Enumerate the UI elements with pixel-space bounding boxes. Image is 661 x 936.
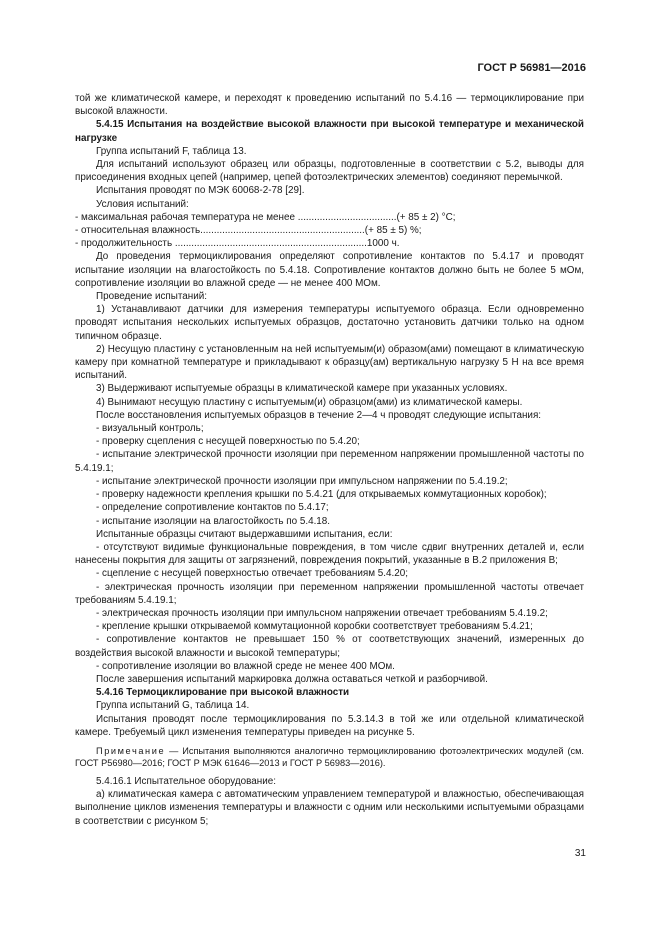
- paragraph: 5.4.16.1 Испытательное оборудование:: [96, 775, 276, 787]
- page-body: [75, 92, 584, 828]
- paragraph: Испытания проводят по МЭК 60068-2-78 [29].: [96, 185, 305, 197]
- list-item: - сопротивление контактов не превышает 150 % от соответствующих значений, измеренных до воздействия высокой влажности и высокой температуры;: [75, 634, 584, 659]
- list-item: - максимальная рабочая температура не менее ....................................(+ 85 ± 2) °С;: [75, 211, 456, 223]
- paragraph: 3) Выдерживают испытуемые образцы в климатической камере при указанных условиях.: [96, 383, 508, 395]
- list-item: - определение сопротивление контактов по 5.4.17;: [96, 502, 329, 514]
- list-item: - испытание изоляции на влагостойкость по 5.4.18.: [96, 515, 331, 527]
- paragraph: 1) Устанавливают датчики для измерения температуры испытуемого образца. Если одновременно проводят испытания нескольких испытуемых образцов, достаточно установить датчики только на одном типичном образце.: [75, 304, 584, 342]
- list-item: - испытание электрической прочности изоляции при импульсном напряжении по 5.4.19.2;: [96, 475, 508, 487]
- list-item: - электрическая прочность изоляции при переменном напряжении промышленной частоты отвечает требованиям 5.4.19.1;: [75, 581, 584, 606]
- document-code-header: ГОСТ Р 56981—2016: [477, 62, 586, 74]
- note-text: — Испытания выполняются аналогично термоциклированию фотоэлектрических модулей (см. ГОСТ Р56980—2016; ГОСТ Р МЭК 61646—2013 и ГОСТ Р 56983—2016).: [75, 745, 584, 768]
- list-item: - относительная влажность............................................................(+ 85 ± 5) %;: [75, 225, 422, 237]
- paragraph: а) климатическая камера с автоматическим управлением температурой и влажностью, обеспечивающая выполнение циклов изменения температуры и влажности с одним или несколькими испытуемыми образцами в соответствии с рисунком 5;: [75, 789, 584, 827]
- list-item: - испытание электрической прочности изоляции при переменном напряжении промышленной частоты по 5.4.19.1;: [75, 449, 584, 474]
- paragraph: Условия испытаний:: [96, 198, 189, 210]
- paragraph: 4) Вынимают несущую пластину с испытуемым(и) образцом(ами) из климатической камеры.: [96, 396, 523, 408]
- paragraph: Испытания проводят после термоциклирования по 5.3.14.3 в той же или отдельной климатической камере. Требуемый цикл изменения температуры приведен на рисунке 5.: [75, 713, 584, 738]
- list-item: - проверку сцепления с несущей поверхностью по 5.4.20;: [96, 436, 360, 448]
- list-item: - отсутствуют видимые функциональные повреждения, в том числе сдвиг внутренних деталей и, если нанесены покрытия для защиты от загрязнений, повреждения покрытий, указанные в В.2 приложения В;: [75, 541, 584, 567]
- list-item: - визуальный контроль;: [96, 423, 204, 435]
- paragraph: После восстановления испытуемых образцов в течение 2—4 ч проводят следующие испытания:: [96, 409, 542, 421]
- paragraph: Группа испытаний F, таблица 13.: [96, 145, 247, 157]
- paragraph: Испытанные образцы считают выдержавшими испытания, если:: [96, 528, 393, 540]
- note-label: Примечание: [96, 745, 166, 756]
- section-heading: 5.4.16 Термоциклирование при высокой влажности: [96, 687, 350, 699]
- paragraph: 2) Несущую пластину с установленным на ней испытуемым(и) образом(ами) помещают в климатическую камеру при комнатной температуре и прикладывают к образцу(ам) вертикальную нагрузку 5 Н на все время испытаний.: [75, 343, 584, 382]
- list-item: - продолжительность ......................................................................1000 ч.: [75, 238, 400, 250]
- list-item: - сопротивление изоляции во влажной среде не менее 400 МОм.: [96, 660, 395, 672]
- list-item: - сцепление с несущей поверхностью отвечает требованиям 5.4.20;: [96, 568, 408, 580]
- paragraph: той же климатической камере, и переходят к проведению испытаний по 5.4.16 — термоциклирование при высокой влажности.: [75, 93, 584, 118]
- paragraph: После завершения испытаний маркировка должна оставаться четкой и разборчивой.: [96, 673, 488, 685]
- list-item: - проверку надежности крепления крышки по 5.4.21 (для открываемых коммутационных коробок);: [96, 489, 547, 501]
- paragraph: Проведение испытаний:: [96, 291, 207, 303]
- paragraph: Группа испытаний G, таблица 14.: [96, 700, 250, 712]
- list-item: - крепление крышки открываемой коммутационной коробки соответствует требованиям 5.4.21;: [96, 621, 533, 633]
- paragraph: До проведения термоциклирования определяют сопротивление контактов по 5.4.17 и проводят испытание изоляции на влагостойкость по 5.4.18. Сопротивление контактов должно быть не более 5 мОм, сопротивление изоляции во влажной среде — не менее 400 МОм.: [75, 251, 584, 289]
- list-item: - электрическая прочность изоляции при импульсном напряжении отвечает требованиям 5.4.19.2;: [96, 607, 548, 619]
- note: [75, 745, 584, 769]
- paragraph: Для испытаний используют образец или образцы, подготовленные в соответствии с 5.2, выводы для присоединения входных цепей (например, цепей фотоэлектрических элементов) соединяют перемычкой.: [75, 159, 584, 184]
- section-heading: 5.4.15 Испытания на воздействие высокой влажности при высокой температуре и механической нагрузке: [75, 119, 584, 144]
- page-number: 31: [574, 848, 586, 859]
